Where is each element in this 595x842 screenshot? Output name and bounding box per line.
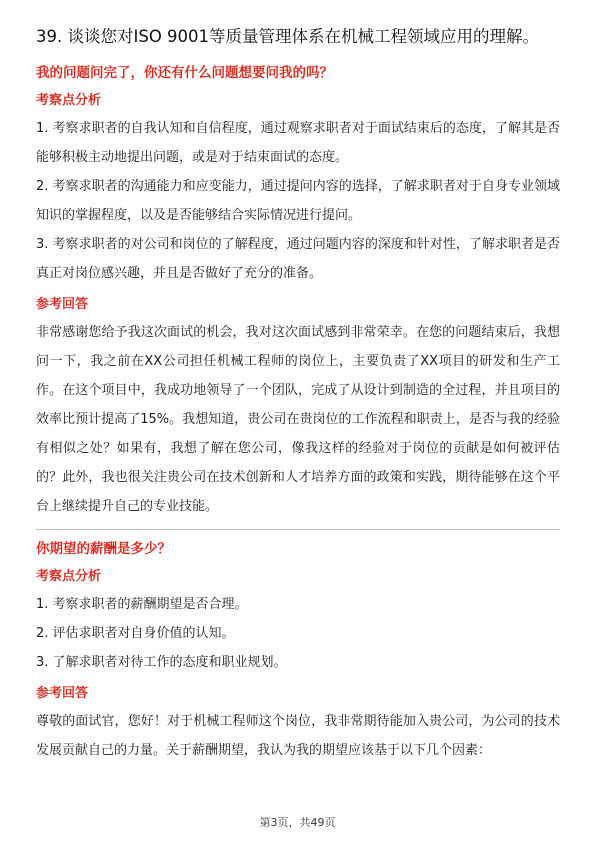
analysis-label: 考察点分析 <box>36 93 102 108</box>
reference-answer: 尊敬的面试官，您好！对于机械工程师这个岗位，我非常期待能加入贵公司，为公司的技术发展贡献自己的力量。关于薪酬期望，我认为我的期望应该基于以下几个因素： <box>36 714 560 758</box>
analysis-label: 考察点分析 <box>36 569 102 584</box>
analysis-item: 1. 考察求职者的自我认知和自信程度，通过观察求职者对于面试结束后的态度，了解其是否能够积极主动地提出问题，或是对于结束面试的态度。 <box>36 121 560 165</box>
analysis-item: 1. 考察求职者的薪酬期望是否合理。 <box>36 597 248 612</box>
interview-question: 我的问题问完了，你还有什么问题想要问我的吗？ <box>36 65 333 81</box>
reference-answer: 非常感谢您给予我这次面试的机会，我对这次面试感到非常荣幸。在您的问题结束后，我想问一下，我之前在XX公司担任机械工程师的岗位上，主要负责了XX项目的研发和生产工作。在这个项目中，我成功地领导了一个团队，完成了从设计到制造的全过程，并且项目的效率比预计提高了15%。我想知道，贵公司在贵岗位的工作流程和职责上，是否与我的经验有相似之处？如果有，我想了解在您公司，像我这样的经验对于岗位的贡献是如何被评估的？此外，我也很关注贵公司在技术创新和人才培养方面的政策和实践，期待能够在这个平台上继续提升自己的专业技能。 <box>36 325 560 514</box>
question-heading: 39. 谈谈您对ISO 9001等质量管理体系在机械工程领域应用的理解。 <box>36 27 540 46</box>
analysis-item: 3. 了解求职者对待工作的态度和职业规划。 <box>36 655 287 670</box>
qa-block-final-questions <box>36 62 560 521</box>
analysis-item: 2. 评估求职者对自身价值的认知。 <box>36 626 235 641</box>
qa-block-salary <box>36 538 560 765</box>
answer-label: 参考回答 <box>36 297 89 312</box>
answer-label: 参考回答 <box>36 686 89 701</box>
analysis-item: 3. 考察求职者的对公司和岗位的了解程度，通过问题内容的深度和针对性，了解求职者是否真正对岗位感兴趣，并且是否做好了充分的准备。 <box>36 237 560 281</box>
interview-question: 你期望的薪酬是多少？ <box>36 541 171 557</box>
analysis-item: 2. 考察求职者的沟通能力和应变能力，通过提问内容的选择，了解求职者对于自身专业领域知识的掌握程度，以及是否能够结合实际情况进行提问。 <box>36 179 560 223</box>
document-page <box>36 24 560 765</box>
section-divider <box>36 529 560 530</box>
page-number-footer: 第3页，共49页 <box>259 816 336 829</box>
